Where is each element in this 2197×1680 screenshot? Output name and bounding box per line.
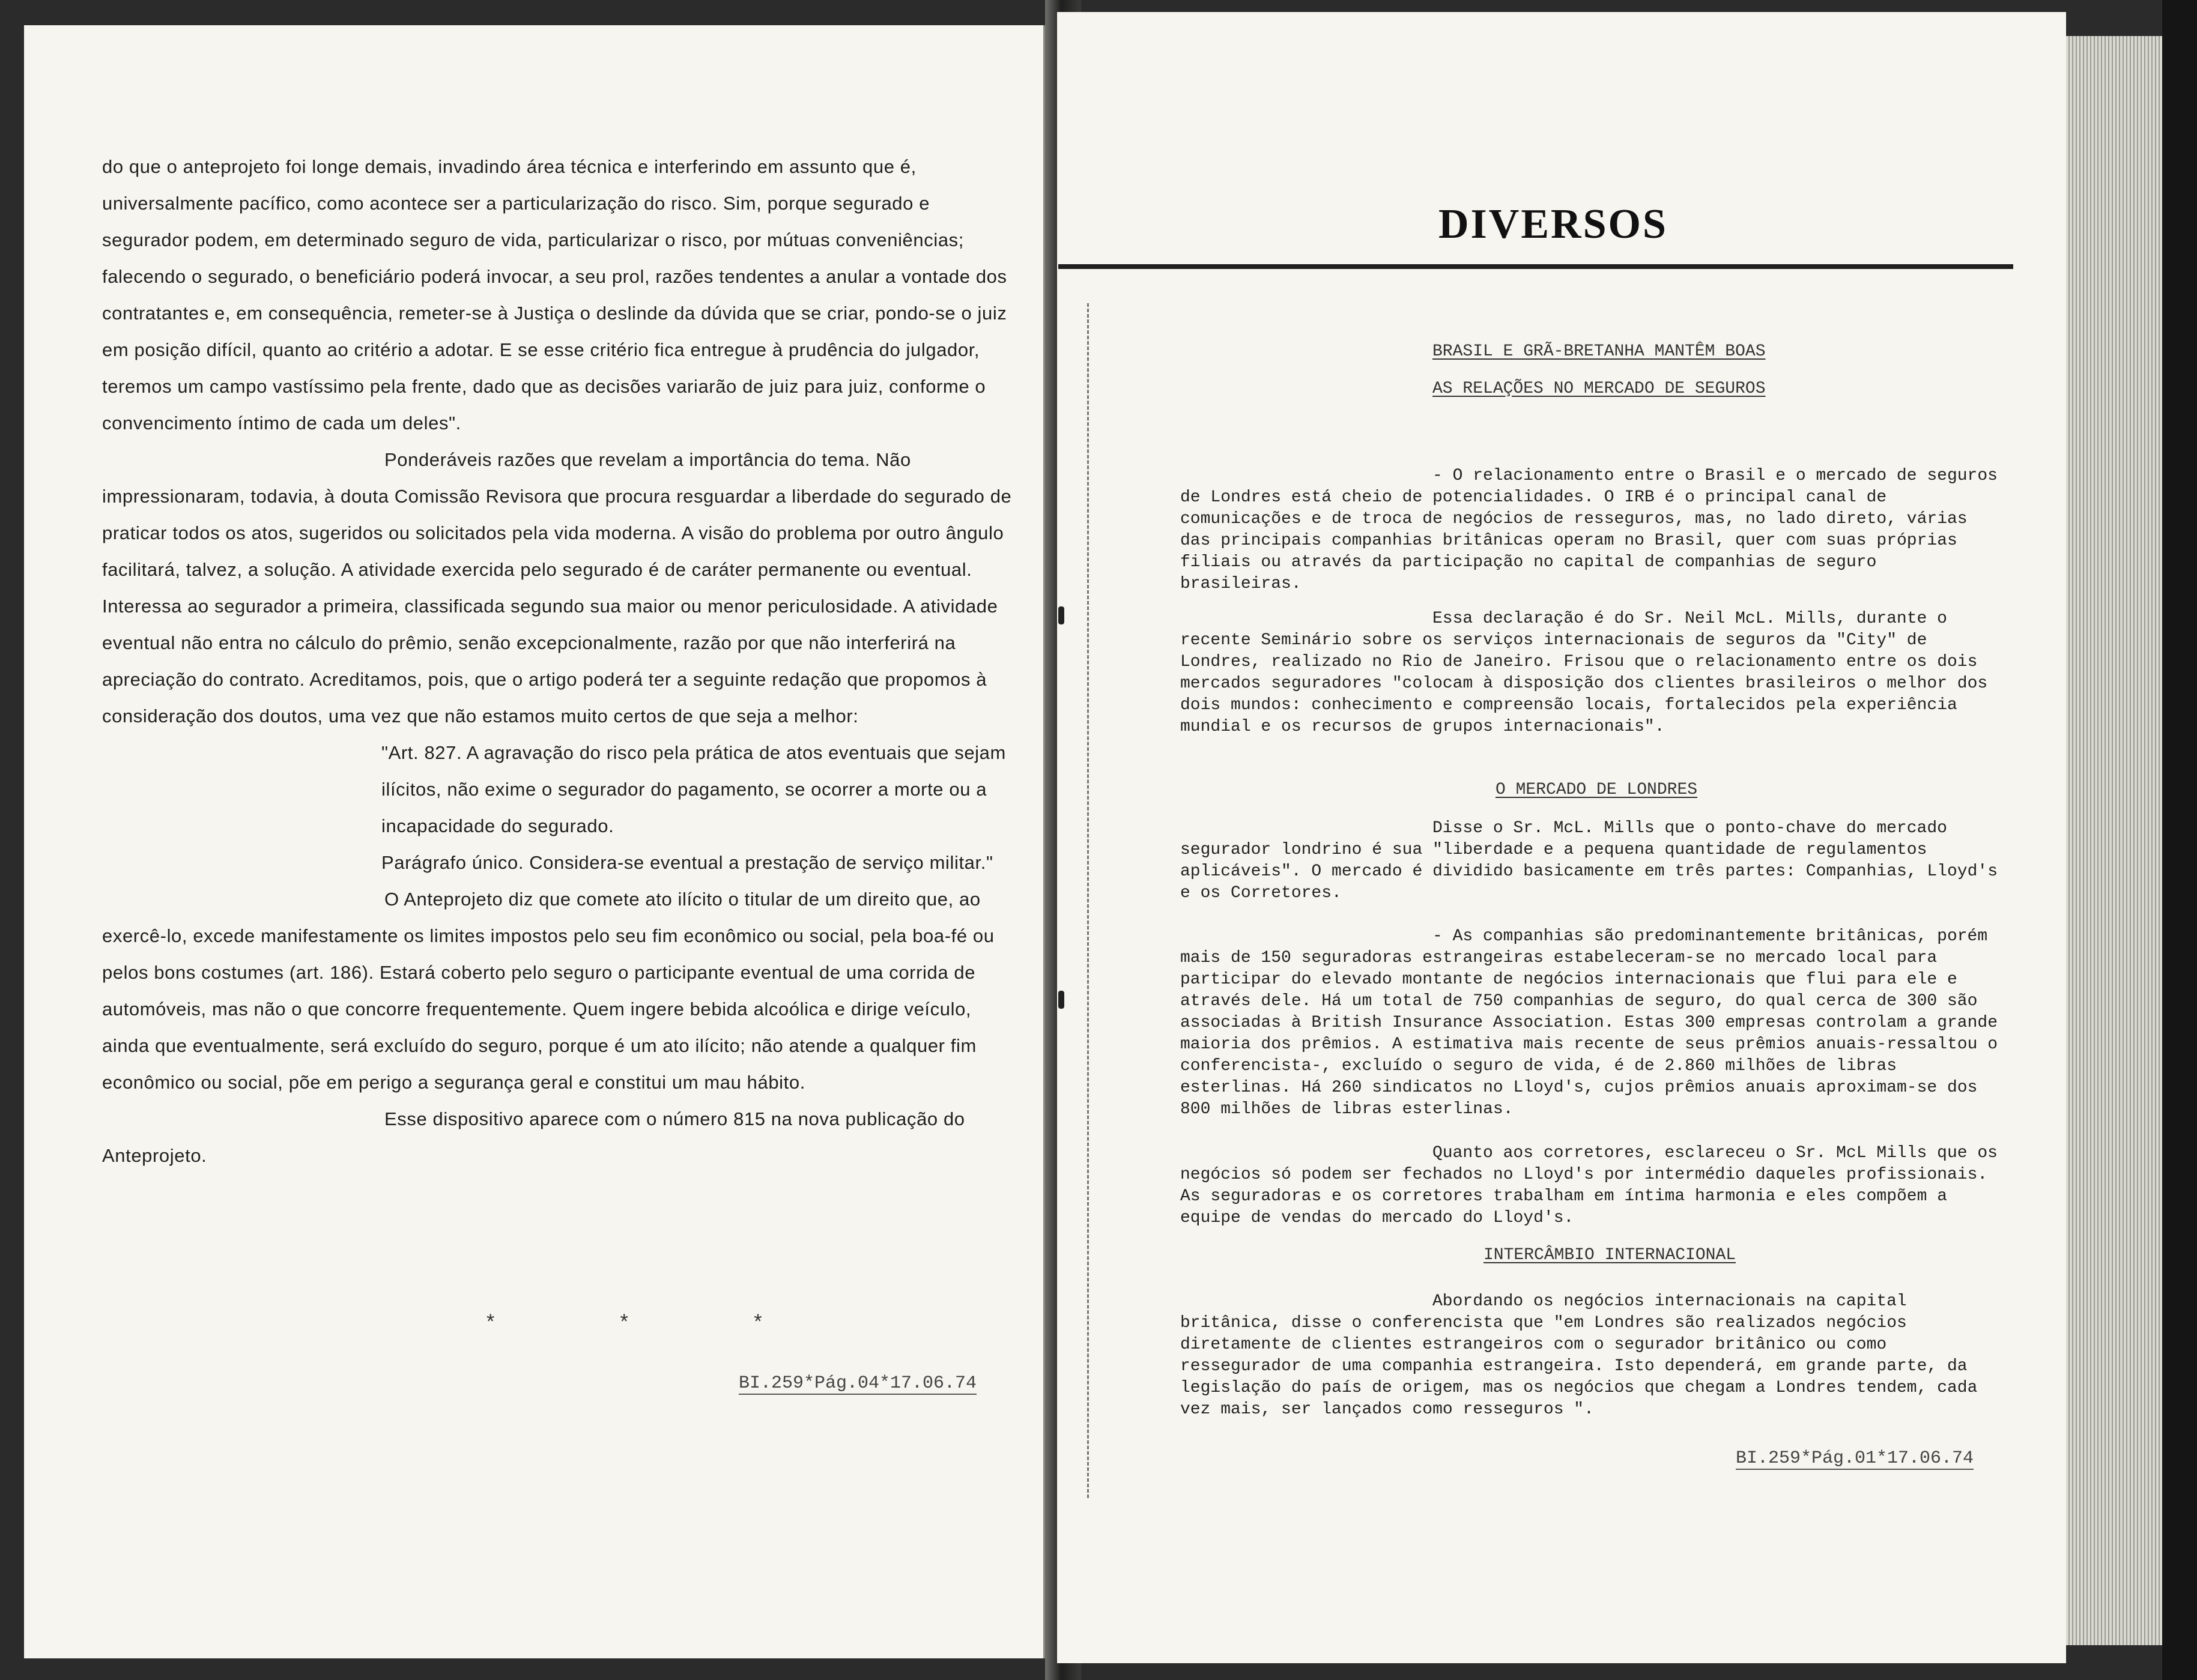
right-paragraph-2 (1180, 608, 2003, 738)
quoted-article-827: "Art. 827. A agravação do risco pela prática de atos eventuais que sejam ilícitos, não exime o segurador do pagamento, se ocorrer a morte ou a incapacidade do segurado. (381, 742, 1006, 836)
left-paragraph-1: do que o anteprojeto foi longe demais, invadindo área técnica e interferindo em assunto que é, universalmente pacífico, como acontece ser a particularização do risco. Sim, porque segurado e segurador podem, em determinado seguro de vida, particularizar o risco, por mútuas conveniências; falecendo o segurado, o beneficiário poderá invocar, a seu prol, razões tendentes a anular a vontade dos contratantes e, em consequência, remeter-se à Justiça o deslinde da dúvida que se criar, pondo-se o juiz em posição difícil, quanto ao critério a adotar. E se esse critério fica entregue à prudência do julgador, teremos um campo vastíssimo pela frente, dado que as decisões variarão de juiz para juiz, conforme o convencimento íntimo de cada um deles". (102, 156, 1007, 434)
paragraph-text: - As companhias são predominantemente britânicas, porém mais de 150 seguradoras estrangeiras estabeleceram-se no mercado local para participar do elevado montante de negócios internacionais que flui para ele e através dele. Há um total de 750 companhias de seguro, do qual cerca de 300 são associadas à British Insurance Association. Estas 300 empresas controlam a grande maioria dos prêmios. A estimativa mais recente de seus prêmios anuais-ressaltou o conferencista-, excluído o seguro de vida, é de 2.860 milhões de libras esterlinas. Há 260 sindicatos no Lloyd's, cujos prêmios anuais aproximam-se dos 800 milhões de libras esterlinas. (1180, 927, 1998, 1119)
margin-line (1087, 303, 1089, 1498)
article-title-line-2: AS RELAÇÕES NO MERCADO DE SEGUROS (1432, 379, 1766, 398)
left-page-reference: BI.259*Pág.04*17.06.74 (739, 1373, 977, 1394)
book-cover-edge (2162, 0, 2197, 1680)
paragraph-text: Essa declaração é do Sr. Neil McL. Mills, durante o recente Seminário sobre os serviços internacionais de seguros da "City" de Londres, realizado no Rio de Janeiro. Frisou que o relacionamento entre os dois mercados seguradores "colocam à disposição dos clientes brasileiros o melhor dos dois mundos: conhecimento e compreensão locais, fortalecidos pela experiência mundial e os recursos de grupos internacionais". (1180, 609, 1988, 736)
section-separator-stars: * * * (486, 1310, 822, 1333)
paragraph-text: - O relacionamento entre o Brasil e o mercado de seguros de Londres está cheio de potencialidades. O IRB é o principal canal de comunicações e de troca de negócios de resseguros, mas, no lado direto, várias das principais companhias britânicas operam no Brasil, quer com suas próprias filiais ou através da participação no capital de companhias de seguro brasileiras. (1180, 467, 1998, 593)
quoted-paragrafo-unico: Parágrafo único. Considera-se eventual a prestação de serviço militar." (381, 852, 993, 873)
right-paragraph-3 (1180, 818, 2003, 904)
right-paragraph-4 (1180, 926, 2003, 1120)
right-paragraph-1 (1180, 465, 2003, 595)
article-title-line-1: BRASIL E GRÃ-BRETANHA MANTÊM BOAS (1432, 342, 1766, 361)
left-paragraph-4: Esse dispositivo aparece com o número 815 na nova publicação do Anteprojeto. (102, 1108, 965, 1166)
section-title-mercado-londres: O MERCADO DE LONDRES (1495, 781, 1698, 799)
right-paragraph-6 (1180, 1291, 2003, 1421)
section-heading-diversos: DIVERSOS (1438, 201, 1668, 247)
left-paragraph-3: O Anteprojeto diz que comete ato ilícito o titular de um direito que, ao exercê-lo, excede manifestamente os limites impostos pelo seu fim econômico ou social, pela boa-fé ou pelos bons costumes (art. 186). Estará coberto pelo seguro o participante eventual de uma corrida de automóveis, mas não o que concorre frequentemente. Quem ingere bebida alcoólica e dirige veículo, ainda que eventualmente, será excluído do seguro, porque é um ato ilícito; não atende a qualquer fim econômico ou social, põe em perigo a segurança geral e constitui um mau hábito. (102, 889, 995, 1093)
right-paragraph-5 (1180, 1143, 2003, 1229)
section-title-intercambio: INTERCÂMBIO INTERNACIONAL (1483, 1246, 1736, 1265)
left-paragraph-2: Ponderáveis razões que revelam a importância do tema. Não impressionaram, todavia, à douta Comissão Revisora que procura resguardar a liberdade do segurado de praticar todos os atos, sugeridos ou solicitados pela vida moderna. A visão do problema por outro ângulo facilitará, talvez, a solução. A atividade exercida pelo segurado é de caráter permanente ou eventual. Interessa ao segurador a primeira, classificada segundo sua maior ou menor periculosidade. A atividade eventual não entra no cálculo do prêmio, senão excepcionalmente, razão por que não interferirá na apreciação do contrato. Acreditamos, pois, que o artigo poderá ter a seguinte redação que propomos à consideração dos doutos, uma vez que não estamos muito certos de que seja a melhor: (102, 449, 1012, 727)
paragraph-text: Quanto aos corretores, esclareceu o Sr. McL Mills que os negócios só podem ser fechados no Lloyd's por intermédio daqueles profissionais. As seguradoras e os corretores trabalham em íntima harmonia e eles compõem a equipe de vendas do mercado do Lloyd's. (1180, 1144, 1998, 1227)
paragraph-text: Abordando os negócios internacionais na capital britânica, disse o conferencista que "em Londres são realizados negócios diretamente de clientes estrangeiros com o segurador britânico ou como ressegurador de uma companhia estrangeira. Isto dependerá, em grande parte, da legislação do país de origem, mas os negócios que chegam a Londres tendem, cada vez mais, ser lançados como resseguros ". (1180, 1292, 1978, 1419)
binding-mark (1058, 606, 1064, 624)
left-page-text (102, 148, 1021, 1174)
binding-mark (1058, 991, 1064, 1009)
page-edges (2066, 36, 2162, 1645)
paragraph-text: Disse o Sr. McL. Mills que o ponto-chave do mercado segurador londrino é sua "liberdade e a pequena quantidade de regulamentos aplicáveis". O mercado é dividido basicamente em três partes: Companhias, Lloyd's e os Corretores. (1180, 819, 1998, 902)
left-page (24, 25, 1045, 1658)
right-page-reference: BI.259*Pág.01*17.06.74 (1736, 1448, 1974, 1469)
heading-rule (1058, 264, 2013, 269)
